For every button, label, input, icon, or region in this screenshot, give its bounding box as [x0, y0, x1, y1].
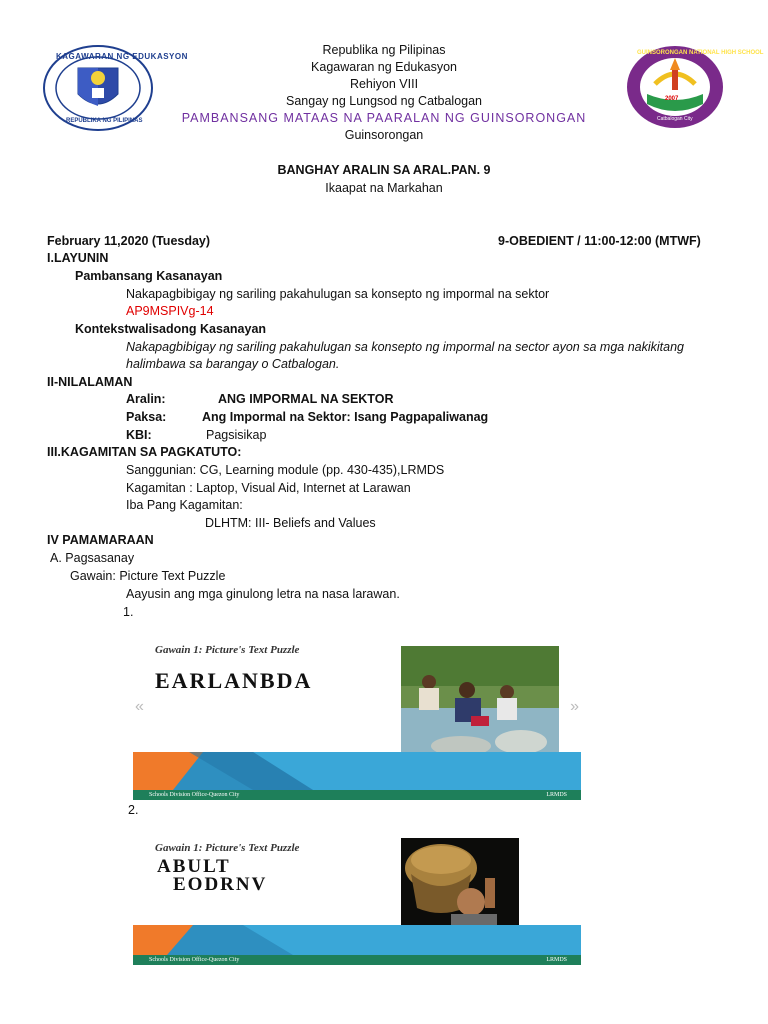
- scrambled-word-line1: ABULT: [157, 856, 231, 877]
- kontekstwalisadong-text-line2: halimbawa sa barangay o Catbalogan.: [126, 357, 340, 371]
- kontekstwalisadong-text-line1: Nakapagbibigay ng sariling pakahulugan sa konsepto ng impormal na sector ayon sa mga nakikitang: [126, 340, 684, 354]
- pambansang-kasanayan-text: Nakapagbibigay ng sariling pakahulugan sa konsepto ng impormal na sektor: [126, 287, 550, 301]
- slide-title: Gawain 1: Picture's Text Puzzle: [155, 842, 300, 854]
- header-rehiyon: Rehiyon VIII: [349, 77, 419, 91]
- next-arrow-icon: »: [570, 698, 579, 715]
- section-kagamitan-heading: III.KAGAMITAN SA PAGKATUTO:: [47, 445, 242, 459]
- header-kagawaran: Kagawaran ng Edukasyon: [311, 60, 457, 74]
- slide-footer: [133, 925, 581, 965]
- kbi-value: Pagsisikap: [206, 428, 267, 442]
- paksa-label: Paksa:: [126, 410, 167, 424]
- aralin-label: Aralin:: [126, 392, 166, 406]
- deped-seal-bottom: REPUBLIKA NG PILIPINAS: [66, 118, 143, 124]
- item-number-2: 2.: [128, 803, 139, 817]
- footer-lrmds-text: LRMDS: [546, 792, 567, 798]
- iba-pang-kagamitan-label: Iba Pang Kagamitan:: [126, 498, 243, 512]
- slide-title: Gawain 1: Picture's Text Puzzle: [155, 644, 300, 656]
- scrambled-word-line2: EODRNV: [173, 874, 268, 895]
- pagsasanay-label: A. Pagsasanay: [50, 551, 135, 565]
- footer-lrmds-text: LRMDS: [546, 957, 567, 963]
- puzzle-slide-2: [133, 830, 581, 965]
- paksa-value: Ang Impormal na Sektor: Isang Pagpapaliwanag: [202, 410, 489, 424]
- aralin-value: ANG IMPORMAL NA SEKTOR: [218, 392, 394, 406]
- lesson-section-time: 9-OBEDIENT / 11:00-12:00 (MTWF): [498, 234, 701, 248]
- pambansang-kasanayan-label: Pambansang Kasanayan: [75, 269, 223, 283]
- scrambled-word: EARLANBDA: [155, 668, 313, 693]
- lesson-date: February 11,2020 (Tuesday): [47, 234, 211, 248]
- header-sangay: Sangay ng Lungsod ng Catbalogan: [286, 94, 482, 108]
- gawain-label: Gawain: Picture Text Puzzle: [70, 569, 226, 583]
- instruction-text: Aayusin ang mga ginulong letra na nasa larawan.: [126, 587, 400, 601]
- school-seal-text: GUINSORONGAN NATIONAL HIGH SCHOOL: [637, 50, 764, 56]
- section-layunin-heading: I.LAYUNIN: [47, 251, 109, 265]
- school-seal-year: 2007: [665, 96, 679, 102]
- puzzle-slide-1: [133, 632, 581, 800]
- kagamitan-text: Kagamitan : Laptop, Visual Aid, Internet at Larawan: [126, 481, 411, 495]
- kbi-label: KBI:: [126, 428, 152, 442]
- school-seal-bottom: Catbalogan City: [657, 116, 693, 122]
- document-subtitle: Ikaapat na Markahan: [325, 181, 443, 195]
- section-nilalaman-heading: II-NILALAMAN: [47, 375, 133, 389]
- photo-people-washing-clothes: [401, 646, 559, 758]
- prev-arrow-icon: «: [135, 698, 144, 715]
- sanggunian-text: Sanggunian: CG, Learning module (pp. 430-435),LRMDS: [126, 463, 445, 477]
- header-place: Guinsorongan: [344, 128, 424, 142]
- item-number-1: 1.: [123, 605, 134, 619]
- document-title: BANGHAY ARALIN SA ARAL.PAN. 9: [277, 163, 491, 177]
- deped-seal-text: KAGAWARAN NG EDUKASYON: [56, 52, 188, 61]
- section-pamamaraan-heading: IV PAMAMARAAN: [47, 533, 154, 547]
- slide-footer: [133, 752, 581, 800]
- footer-office-text: Schools Division Office-Quezon City: [133, 955, 581, 965]
- footer-office-text: Schools Division Office-Quezon City: [133, 790, 581, 800]
- header-republika: Republika ng Pilipinas: [322, 43, 446, 57]
- header-school-name: PAMBANSANG MATAAS NA PAARALAN NG GUINSORONGAN: [181, 111, 587, 125]
- kontekstwalisadong-kasanayan-label: Kontekstwalisadong Kasanayan: [75, 322, 267, 336]
- competency-code: AP9MSPIVg-14: [126, 304, 214, 318]
- dlhtm-text: DLHTM: III- Beliefs and Values: [205, 516, 376, 530]
